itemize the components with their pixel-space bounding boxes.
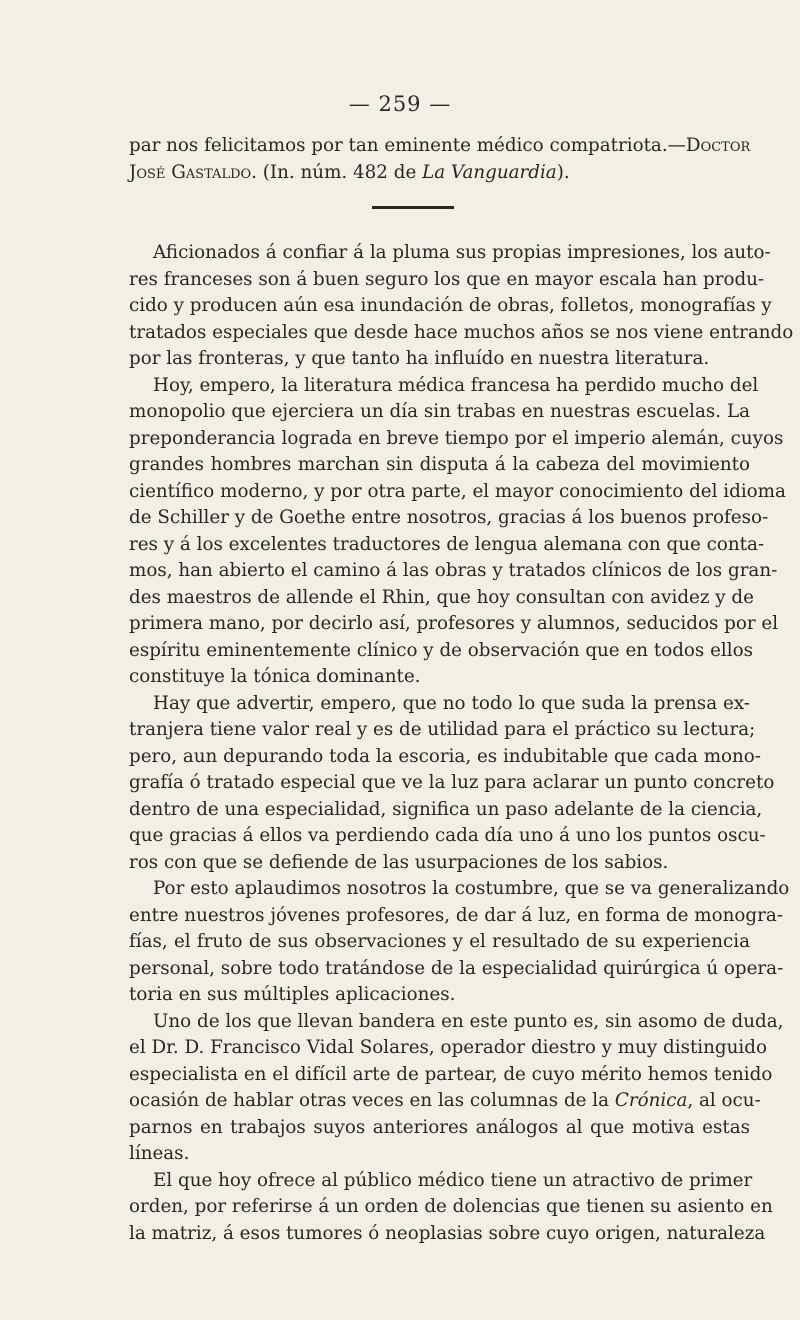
body-line: preponderancia lograda en breve tiempo por el imperio alemán, cuyos [129,427,784,449]
body-line: primera mano, por decirlo así, profesores y alumnos, seducidos por el [129,613,779,634]
body-line: fías, el fruto de sus observaciones y el resultado de su experiencia [129,931,750,952]
body-line: el Dr. D. Francisco Vidal Solares, operador diestro y muy distinguido [129,1037,767,1058]
body-line: grafía ó tratado especial que ve la luz para aclarar un punto concreto [129,772,775,793]
body-line: espíritu eminentemente clínico y de observación que en todos ellos [129,639,753,661]
body-line: ros con que se defiende de las usurpaciones de los sabios. [129,851,669,873]
body-line: especialista en el difícil arte de partear, de cuyo mérito hemos tenido [129,1063,773,1085]
body-line: grandes hombres marchan sin disputa á la cabeza del movimiento [129,454,750,475]
body-line: Hoy, empero, la literatura médica francesa ha perdido mucho del [153,374,759,396]
body-line: la matriz, á esos tumores ó neoplasias sobre cuyo origen, naturaleza [129,1222,766,1244]
body-line: res y á los excelentes traductores de lengua alemana con que conta- [129,533,765,555]
body-line: El que hoy ofrece al público médico tiene un atractivo de primer [153,1169,753,1191]
body-line: ocasión de hablar otras veces en las columnas de la Crónica, al ocu- [129,1090,761,1111]
body-line: líneas. [129,1143,190,1164]
article-body [129,240,794,1247]
source-publication: La Vanguardia [422,161,557,183]
body-line: de Schiller y de Goethe entre nosotros, gracias á los buenos profeso- [129,507,769,528]
body-line: por las fronteras, y que tanto ha influído en nuestra literatura. [129,348,710,369]
body-line: Hay que advertir, empero, que no todo lo que suda la prensa ex- [153,692,750,714]
body-line: mos, han abierto el camino á las obras y tratados clínicos de los gran- [129,560,778,581]
body-line: des maestros de allende el Rhin, que hoy consultan con avidez y de [129,586,754,608]
intro-line: par nos felicitamos por tan eminente médico compatriota.—Doctor [129,135,751,156]
body-line: Uno de los que llevan bandera en este punto es, sin asomo de duda, [153,1010,784,1032]
body-line: Por esto aplaudimos nosotros la costumbre, que se va generalizando [153,878,790,899]
cronica-reference: Crónica [614,1090,688,1111]
body-line: que gracias á ellos va perdiendo cada día uno á uno los puntos oscu- [129,825,766,846]
author-name: José Gastaldo. [129,161,257,183]
page-number: — 259 — [348,92,452,116]
body-line: pero, aun depurando toda la escoria, es indubitable que cada mono- [129,745,761,767]
body-line: orden, por referirse á un orden de dolencias que tienen su asiento en [129,1196,773,1217]
intro-paragraph [129,133,750,186]
body-line: tranjera tiene valor real y es de utilidad para el práctico su lectura; [129,719,756,740]
body-line: toria en sus múltiples aplicaciones. [129,984,456,1005]
body-line: científico moderno, y por otra parte, el mayor conocimiento del idioma [129,480,786,502]
body-line: personal, sobre todo tratándose de la especialidad quirúrgica ú opera- [129,957,784,979]
body-line: entre nuestros jóvenes profesores, de dar á luz, en forma de monogra- [129,904,783,926]
body-line: dentro de una especialidad, significa un paso adelante de la ciencia, [129,798,763,820]
body-line: Aficionados á confiar á la pluma sus propias impresiones, los auto- [153,242,771,263]
body-line: monopolio que ejerciera un día sin trabas en nuestras escuelas. La [129,401,750,422]
author-title: Doctor [685,135,751,156]
section-divider [372,206,454,209]
body-line: tratados especiales que desde hace muchos años se nos viene entrando [129,321,794,343]
intro-line: José Gastaldo. (In. núm. 482 de La Vanguardia). [129,161,570,183]
body-line: constituye la tónica dominante. [129,666,421,687]
body-line: cido y producen aún esa inundación de obras, folletos, monografías y [129,295,772,316]
body-line: res franceses son á buen seguro los que en mayor escala han produ- [129,268,765,290]
body-line: parnos en trabajos suyos anteriores análogos al que motiva estas [129,1116,750,1138]
